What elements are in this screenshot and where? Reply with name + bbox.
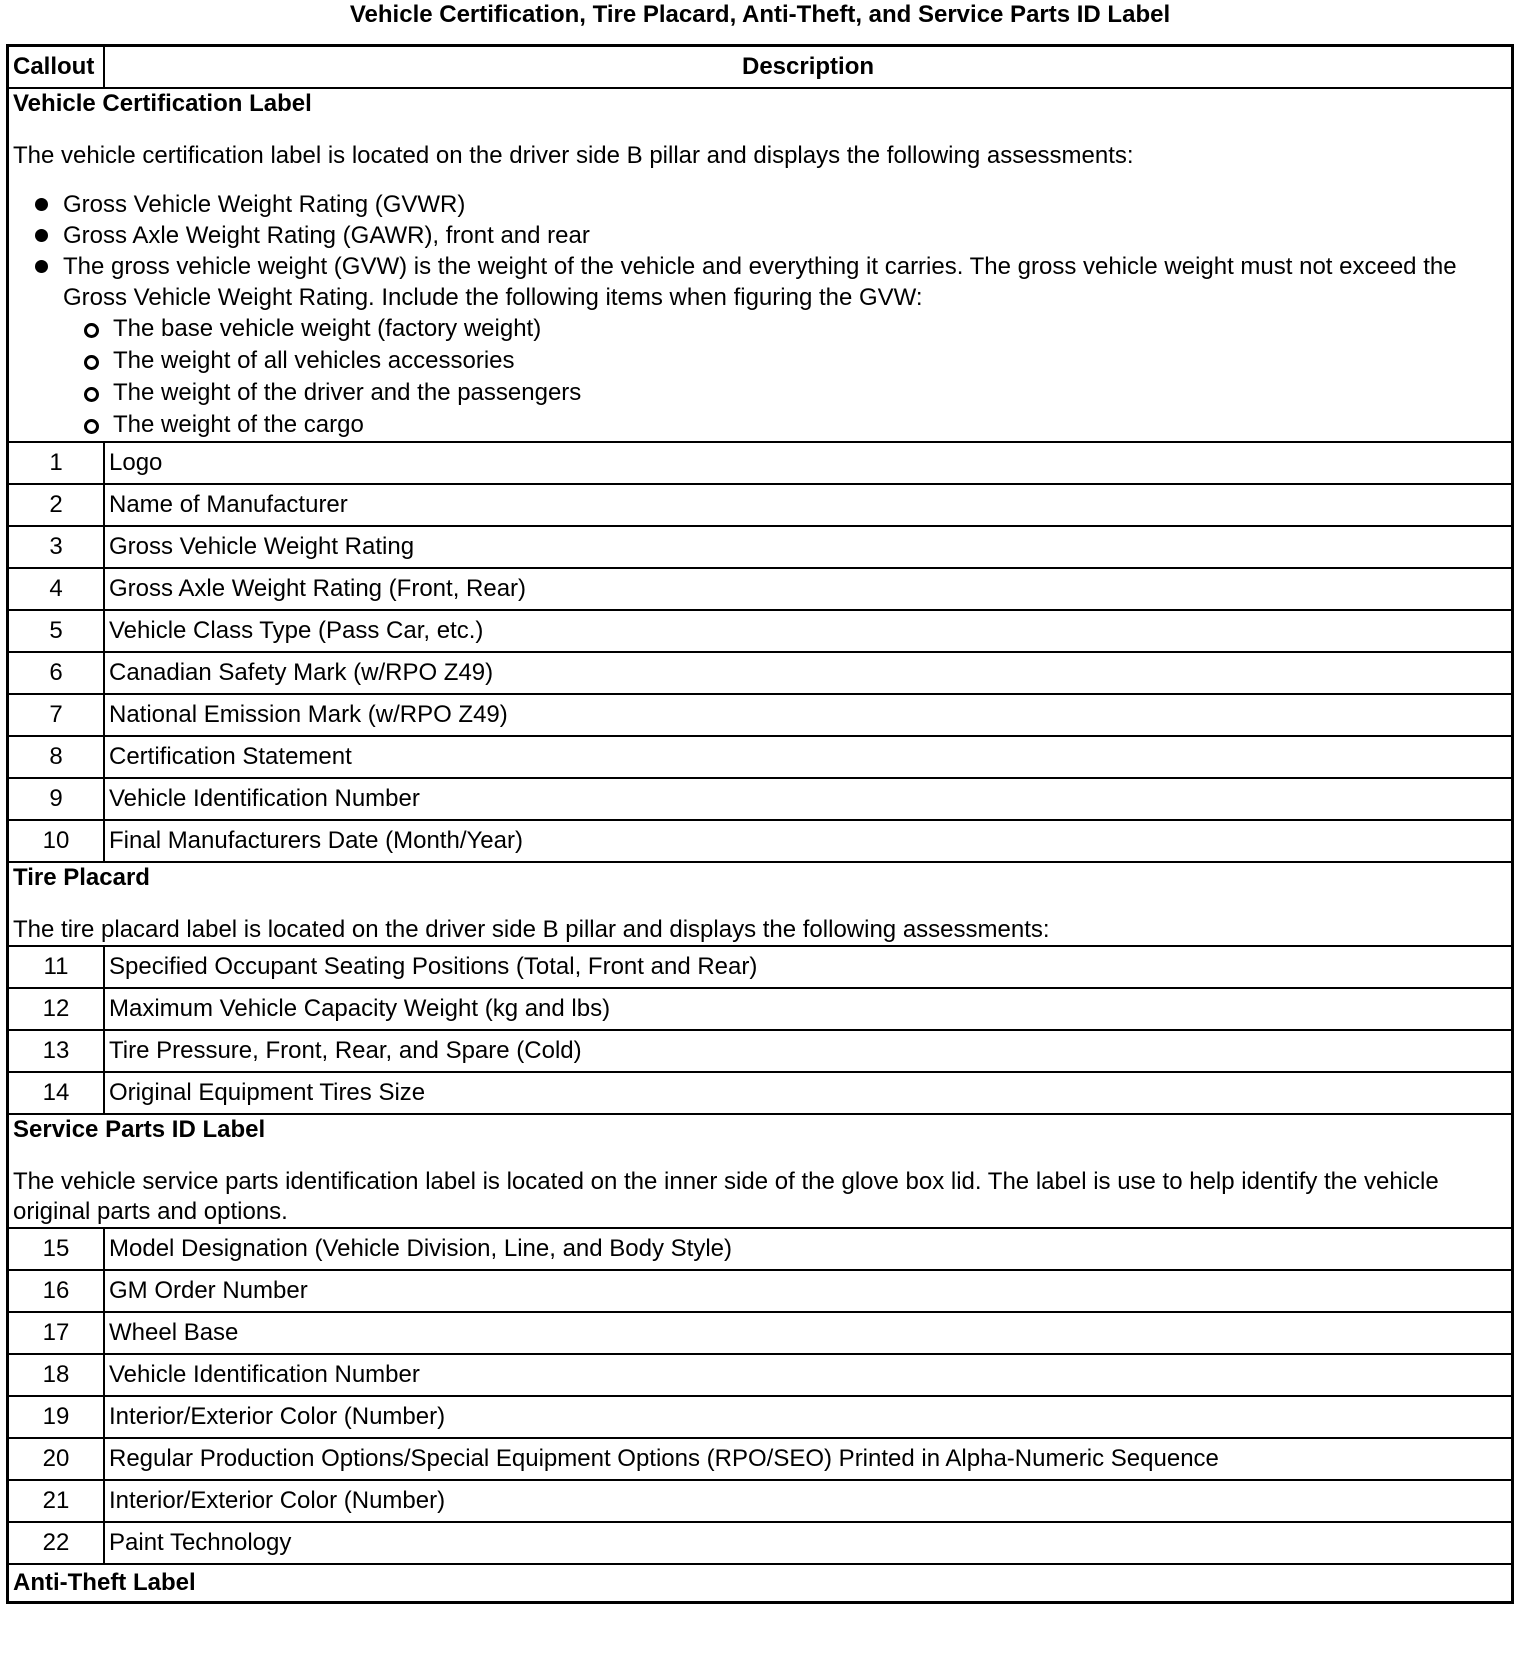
callout-description: Vehicle Class Type (Pass Car, etc.) [104, 610, 1513, 652]
callout-number: 6 [8, 652, 105, 694]
section-title-vehicle-certification: Vehicle Certification Label [13, 90, 312, 117]
table-row [8, 1270, 1513, 1312]
callout-description: Maximum Vehicle Capacity Weight (kg and lbs) [104, 988, 1513, 1030]
table-row [8, 652, 1513, 694]
document-title: Vehicle Certification, Tire Placard, Anti-Theft, and Service Parts ID Label [349, 1, 1171, 28]
bullet-list [13, 189, 1507, 441]
table-row [8, 1480, 1513, 1522]
callout-table [6, 44, 1514, 1604]
table-row [8, 1312, 1513, 1354]
callout-number: 12 [8, 988, 105, 1030]
section-text-vehicle-certification: The vehicle certification label is located on the driver side B pillar and displays the following assessments: [13, 142, 1134, 169]
table-row [8, 946, 1513, 988]
callout-description: Specified Occupant Seating Positions (Total, Front and Rear) [104, 946, 1513, 988]
callout-number: 5 [8, 610, 105, 652]
callout-number: 9 [8, 778, 105, 820]
callout-description: Interior/Exterior Color (Number) [104, 1480, 1513, 1522]
callout-description: Certification Statement [104, 736, 1513, 778]
sub-bullet-item: The weight of the driver and the passengers [63, 377, 1507, 409]
table-row [8, 820, 1513, 862]
table-row [8, 442, 1513, 484]
callout-number: 11 [8, 946, 105, 988]
callout-number: 1 [8, 442, 105, 484]
callout-description: Canadian Safety Mark (w/RPO Z49) [104, 652, 1513, 694]
table-row [8, 610, 1513, 652]
callout-description: National Emission Mark (w/RPO Z49) [104, 694, 1513, 736]
table-row [8, 568, 1513, 610]
section-row-tire-placard [8, 862, 1513, 946]
section-title-service-parts: Service Parts ID Label [13, 1116, 266, 1143]
callout-number: 21 [8, 1480, 105, 1522]
callout-description: Interior/Exterior Color (Number) [104, 1396, 1513, 1438]
callout-number: 17 [8, 1312, 105, 1354]
callout-description: Model Designation (Vehicle Division, Line, and Body Style) [104, 1228, 1513, 1270]
callout-description: Vehicle Identification Number [104, 778, 1513, 820]
callout-description: Paint Technology [104, 1522, 1513, 1564]
section-tire-placard [8, 862, 1513, 946]
callout-number: 19 [8, 1396, 105, 1438]
bullet-item-gvw [13, 251, 1507, 441]
table-header-row [8, 46, 1513, 89]
callout-number: 2 [8, 484, 105, 526]
table-row [8, 1072, 1513, 1114]
header-description: Description [104, 46, 1513, 89]
callout-number: 3 [8, 526, 105, 568]
table-row [8, 778, 1513, 820]
table-row [8, 526, 1513, 568]
section-row-anti-theft [8, 1564, 1513, 1603]
section-text-tire-placard: The tire placard label is located on the driver side B pillar and displays the following assessments: [13, 916, 1050, 943]
callout-number: 20 [8, 1438, 105, 1480]
callout-description: Regular Production Options/Special Equipment Options (RPO/SEO) Printed in Alpha-Numeric Sequence [104, 1438, 1513, 1480]
table-row [8, 1030, 1513, 1072]
callout-description: Gross Vehicle Weight Rating [104, 526, 1513, 568]
callout-description: Name of Manufacturer [104, 484, 1513, 526]
callout-number: 18 [8, 1354, 105, 1396]
table-row [8, 1396, 1513, 1438]
section-anti-theft [8, 1564, 1513, 1603]
callout-number: 8 [8, 736, 105, 778]
callout-description: Wheel Base [104, 1312, 1513, 1354]
sub-bullet-item: The base vehicle weight (factory weight) [63, 313, 1507, 345]
callout-number: 22 [8, 1522, 105, 1564]
callout-number: 7 [8, 694, 105, 736]
callout-number: 13 [8, 1030, 105, 1072]
callout-description: Vehicle Identification Number [104, 1354, 1513, 1396]
section-title-anti-theft: Anti-Theft Label [13, 1569, 196, 1596]
callout-description: Gross Axle Weight Rating (Front, Rear) [104, 568, 1513, 610]
callout-description: Original Equipment Tires Size [104, 1072, 1513, 1114]
bullet-item: Gross Axle Weight Rating (GAWR), front and rear [13, 220, 1507, 251]
sub-bullet-list [63, 313, 1507, 441]
callout-number: 10 [8, 820, 105, 862]
header-callout: Callout [8, 46, 105, 89]
table-row [8, 988, 1513, 1030]
sub-bullet-item: The weight of the cargo [63, 409, 1507, 441]
section-row-service-parts [8, 1114, 1513, 1228]
section-service-parts [8, 1114, 1513, 1228]
callout-description: Tire Pressure, Front, Rear, and Spare (Cold) [104, 1030, 1513, 1072]
callout-number: 16 [8, 1270, 105, 1312]
bullet-item-text: The gross vehicle weight (GVW) is the weight of the vehicle and everything it carries. The gross vehicle weight must not exceed the Gross Vehicle Weight Rating. Include the following items when figuring the GVW: [63, 253, 1457, 311]
bullet-item: Gross Vehicle Weight Rating (GVWR) [13, 189, 1507, 220]
table-row [8, 1228, 1513, 1270]
table-row [8, 484, 1513, 526]
callout-description: Logo [104, 442, 1513, 484]
callout-number: 4 [8, 568, 105, 610]
callout-number: 14 [8, 1072, 105, 1114]
section-vehicle-certification [8, 88, 1513, 442]
section-row-vehicle-certification [8, 88, 1513, 442]
callout-description: Final Manufacturers Date (Month/Year) [104, 820, 1513, 862]
table-row [8, 1522, 1513, 1564]
section-title-tire-placard: Tire Placard [13, 864, 150, 891]
table-row [8, 1438, 1513, 1480]
table-row [8, 1354, 1513, 1396]
callout-number: 15 [8, 1228, 105, 1270]
table-row [8, 694, 1513, 736]
callout-description: GM Order Number [104, 1270, 1513, 1312]
sub-bullet-item: The weight of all vehicles accessories [63, 345, 1507, 377]
table-row [8, 736, 1513, 778]
section-text-service-parts: The vehicle service parts identification label is located on the inner side of the glove box lid. The label is use to help identify the vehicle original parts and options. [13, 1168, 1439, 1225]
